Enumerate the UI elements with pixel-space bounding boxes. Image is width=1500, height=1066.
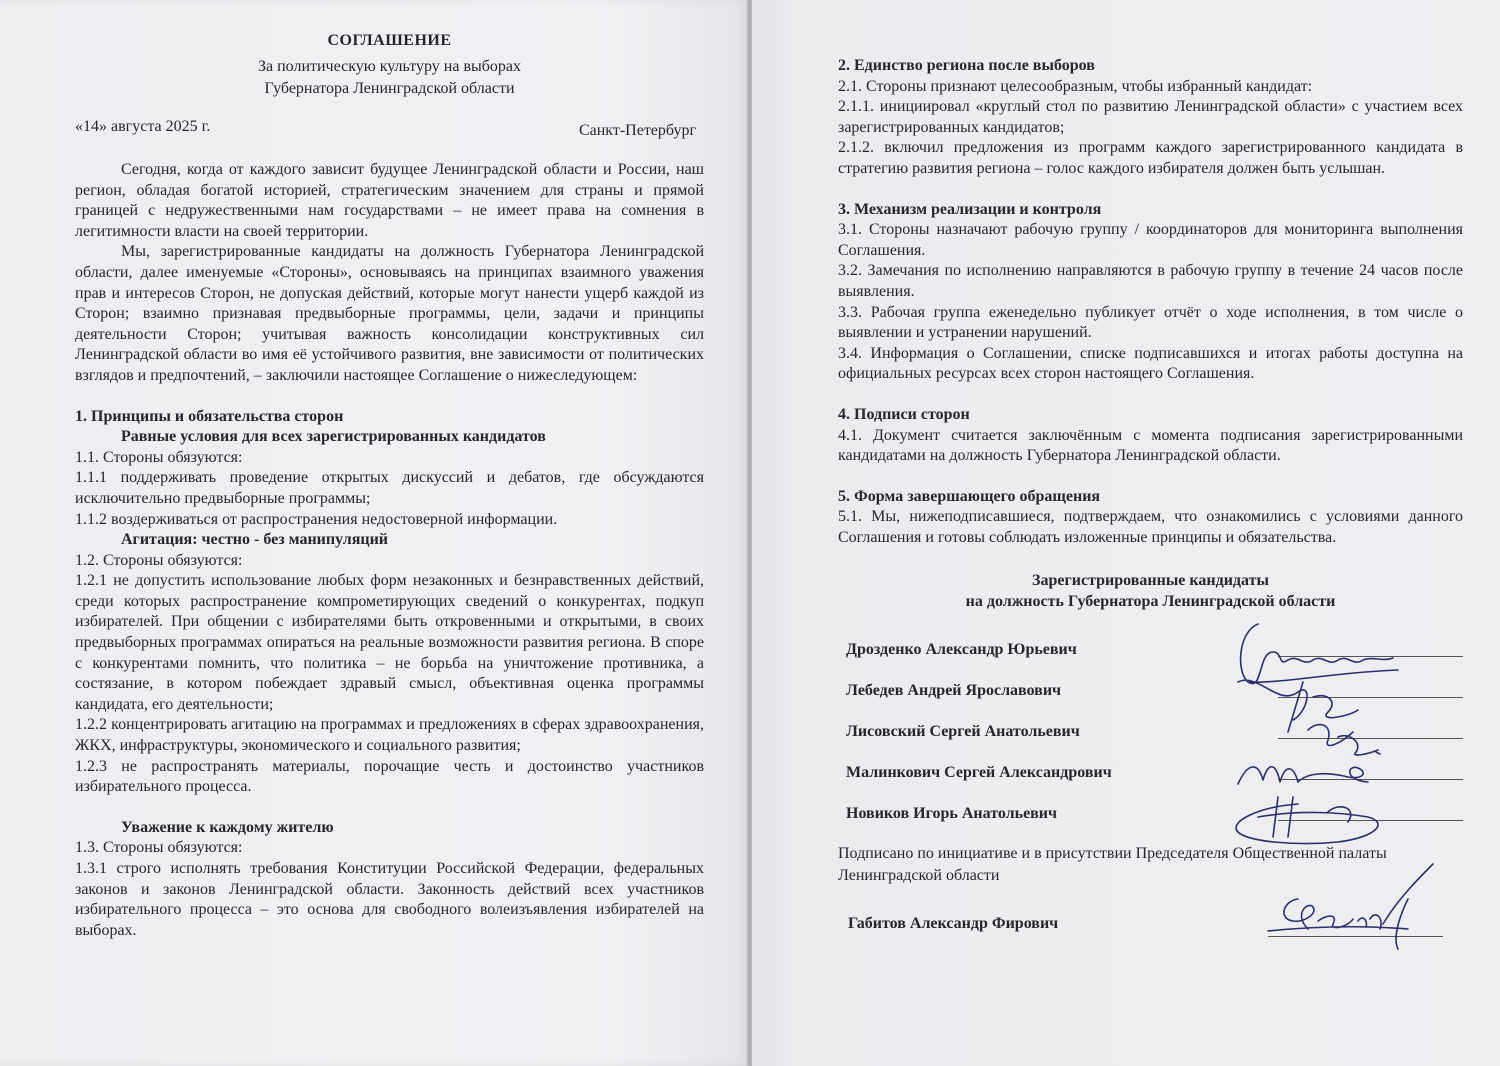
clause-1-2-1: 1.2.1 не допустить использование любых форм незаконных и безнравственных действий, среди которых распространение компрометирующих сведений о конкурентах, подкуп избирателей. При общении с избирателями быть откровенными и открытыми, в своих предвыборных программах опираться на реальные возможности развития региона. В споре с конкурентами помнить, что политика – не борьба на уничтожение противника, а состязание, в котором побеждает здравый смысл, объективная оценка программы кандидата, его деятельности;: [75, 572, 704, 713]
subsection-1-3-title: Уважение к каждому жителю: [121, 818, 334, 836]
date-place-row: [75, 118, 704, 140]
section-2-title: 2. Единство региона после выборов: [838, 57, 1095, 74]
signature-line: [1278, 656, 1463, 657]
clause-1-2-3: 1.2.3 не распространять материалы, порочащие честь и достоинство участников избирательного процесса.: [75, 757, 704, 796]
document-subtitle-1: За политическую культуру на выборах: [257, 58, 521, 75]
signature-line: [1278, 738, 1463, 739]
spacer: [75, 798, 704, 818]
page-right: [752, 0, 1500, 1066]
signatory-row: [838, 663, 1463, 704]
page-left: [0, 0, 748, 1066]
clause-1-2-2: 1.2.2 концентрировать агитацию на программах и предложениях в сферах здравоохранения, ЖКХ, инфраструктуры, экономического и социального развития;: [75, 716, 704, 755]
signatories-header-line-1: Зарегистрированные кандидаты: [1032, 572, 1269, 590]
signature-line: [1278, 820, 1463, 821]
preamble-paragraph-1: Сегодня, когда от каждого зависит будущее Ленинградской области и России, наш регион, обладая богатой историей, стратегическим значением для страны и прямой границей с недружественными нам государствами – не имеет права на сомнения в легитимности власти на своей территории.: [75, 161, 704, 240]
signatory-name: Лебедев Андрей Ярославович: [846, 682, 1062, 700]
section-4-title: 4. Подписи сторон: [838, 405, 970, 423]
signatory-name: Лисовский Сергей Анатольевич: [846, 723, 1080, 741]
clause-1-2: 1.2. Стороны обязуются:: [75, 551, 243, 569]
document-city: Санкт-Петербург: [578, 122, 696, 139]
subsection-1-2-title: Агитация: честно - без манипуляций: [121, 531, 388, 549]
clause-1-3-1: 1.3.1 строго исполнять требования Конституции Российской Федерации, федеральных законов и законов Ленинградской области. Законность действий всех участников избирательного процесса – это основа для свободного волеизъявления избирателей на выборах.: [75, 860, 704, 939]
document-title: СОГЛАШЕНИЕ: [327, 32, 452, 49]
signatory-row: [838, 622, 1463, 663]
clause-1-1-2: 1.1.2 воздерживаться от распространения недостоверной информации.: [75, 510, 558, 528]
clause-3-2: 3.2. Замечания по исполнению направляются в рабочую группу в течение 24 часов после выявления.: [838, 262, 1463, 300]
clause-1-1: 1.1. Стороны обязуются:: [75, 448, 243, 466]
clause-5-1: 5.1. Мы, нижеподписавшиеся, подтверждаем, что ознакомились с условиями данного Соглашения и готовы соблюдать изложенные принципы и обязательства.: [838, 508, 1463, 546]
spacer: [75, 387, 704, 407]
signatory-name: Новиков Игорь Анатольевич: [846, 805, 1058, 823]
document-subtitle-2: Губернатора Ленинградской области: [264, 80, 515, 97]
clause-1-1-1: 1.1.1 поддерживать проведение открытых дискуссий и дебатов, где обсуждаются исключительно предвыборные программы;: [75, 469, 704, 507]
document-date: «14» августа 2025 г.: [75, 118, 211, 135]
signature-line: [1278, 779, 1463, 780]
section-3-title: 3. Механизм реализации и контроля: [838, 200, 1102, 218]
spacer: [838, 467, 1463, 487]
preamble-paragraph-2: Мы, зарегистрированные кандидаты на должность Губернатора Ленинградской области, далее именуемые «Стороны», основываясь на принципах взаимного уважения прав и интересов Сторон, не допуская действий, которые могут нанести ущерб каждой из Сторон; взаимно признавая предвыборные программы, цели, задачи и принципы деятельности Сторон; учитывая важность консолидации конструктивных сил Ленинградской области во имя её устойчивого развития, вне зависимости от политических взглядов и предпочтений, – заключили настоящее Соглашение о нижеследующем:: [75, 243, 704, 384]
clause-2-1-2: 2.1.2. включил предложения из программ каждого зарегистрированного кандидата в стратегию развития региона – голос каждого избирателя должен быть услышан.: [838, 139, 1463, 177]
clause-3-3: 3.3. Рабочая группа еженедельно публикует отчёт о ходе исполнения, в том числе о выявлении и устранении нарушений.: [838, 303, 1463, 342]
signatory-name: Малинкович Сергей Александрович: [846, 764, 1112, 782]
signature-line: [1278, 697, 1463, 698]
section-1-title: 1. Принципы и обязательства сторон: [75, 407, 344, 425]
clause-4-1: 4.1. Документ считается заключённым с момента подписания зарегистрированными кандидатами на должность Губернатора Ленинградской области.: [838, 426, 1463, 465]
signatory-name: Дрозденко Александр Юрьевич: [846, 641, 1077, 659]
spacer: [838, 385, 1463, 405]
chair-signatory-row: [838, 887, 1463, 947]
clause-3-1: 3.1. Стороны назначают рабочую группу / координаторов для мониторинга выполнения Соглашения.: [838, 221, 1463, 259]
signatory-row: [838, 786, 1463, 827]
signatory-list: [838, 622, 1463, 827]
clause-2-1-1: 2.1.1. инициировал «круглый стол по развитию Ленинградской области» с участием всех зарегистрированных кандидатов;: [838, 98, 1463, 136]
clause-1-3: 1.3. Стороны обязуются:: [75, 839, 243, 857]
signatory-row: [838, 745, 1463, 786]
signatories-header-line-2: на должность Губернатора Ленинградской области: [965, 593, 1336, 611]
chair-note: Подписано по инициативе и в присутствии Председателя Общественной палаты Ленинградской области: [838, 845, 1387, 885]
clause-2-1: 2.1. Стороны признают целесообразным, чтобы избранный кандидат:: [838, 77, 1313, 95]
clause-3-4: 3.4. Информация о Соглашении, списке подписавшихся и итогах работы доступна на официальных ресурсах всех сторон настоящего Соглашения.: [838, 344, 1463, 383]
chair-signature-line: [1268, 936, 1443, 937]
subsection-1-1-title: Равные условия для всех зарегистрированных кандидатов: [121, 428, 546, 446]
signatories-header: [838, 570, 1463, 612]
signatory-row: [838, 704, 1463, 745]
spacer: [838, 180, 1463, 200]
chair-name: Габитов Александр Фирович: [848, 915, 1059, 933]
section-5-title: 5. Форма завершающего обращения: [838, 487, 1101, 505]
